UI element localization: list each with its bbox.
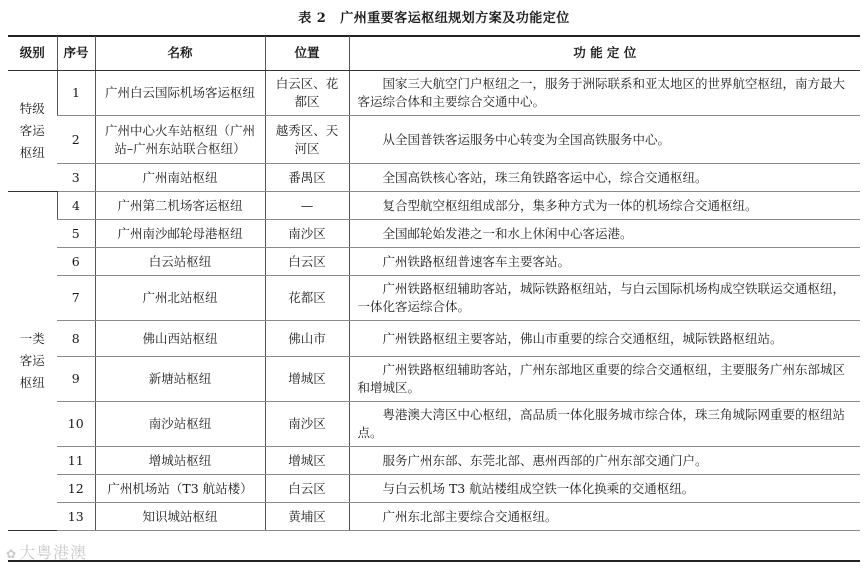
row-seq: 6 (57, 248, 95, 276)
row-seq: 8 (57, 321, 95, 357)
row-name: 佛山西站枢纽 (95, 321, 265, 357)
table-row (8, 276, 860, 321)
row-seq: 9 (57, 357, 95, 402)
watermark-text: 大粤港澳 (19, 543, 88, 562)
watermark-icon: ✿ (6, 547, 18, 561)
table-title: 广州重要客运枢纽规划方案及功能定位 (340, 11, 570, 26)
row-function: 广州铁路枢纽普速客车主要客站。 (349, 248, 860, 276)
row-function: 与白云机场 T3 航站楼组成空铁一体化换乘的交通枢纽。 (349, 475, 860, 503)
table-row (8, 402, 860, 447)
level-special: 特级客运枢纽 (8, 71, 57, 192)
row-location: 越秀区、天河区 (265, 116, 349, 164)
row-name: 增城站枢纽 (95, 447, 265, 475)
row-name: 广州南沙邮轮母港枢纽 (95, 220, 265, 248)
row-location: 佛山市 (265, 321, 349, 357)
row-seq: 2 (57, 116, 95, 164)
table-number: 表 2 (298, 11, 327, 26)
header-location: 位置 (265, 36, 349, 71)
header-name: 名称 (95, 36, 265, 71)
row-function: 广州东北部主要综合交通枢纽。 (349, 503, 860, 531)
row-location: 白云区、花都区 (265, 71, 349, 116)
hub-table (8, 36, 860, 531)
header-seq: 序号 (57, 36, 95, 71)
row-name: 广州南站枢纽 (95, 164, 265, 192)
table-bottom-rule (8, 560, 860, 562)
row-name: 广州机场站（T3 航站楼） (95, 475, 265, 503)
row-name: 广州第二机场客运枢纽 (95, 192, 265, 220)
row-location: 增城区 (265, 447, 349, 475)
row-seq: 10 (57, 402, 95, 447)
table-row (8, 248, 860, 276)
row-function: 全国邮轮始发港之一和水上休闲中心客运港。 (349, 220, 860, 248)
row-name: 新塘站枢纽 (95, 357, 265, 402)
row-name: 广州北站枢纽 (95, 276, 265, 321)
row-name: 知识城站枢纽 (95, 503, 265, 531)
row-seq: 13 (57, 503, 95, 531)
table-row (8, 164, 860, 192)
row-name: 白云站枢纽 (95, 248, 265, 276)
row-seq: 3 (57, 164, 95, 192)
row-name: 南沙站枢纽 (95, 402, 265, 447)
table-row (8, 116, 860, 164)
row-name: 广州中心火车站枢纽（广州站–广州东站联合枢纽） (95, 116, 265, 164)
row-location: — (265, 192, 349, 220)
row-location: 南沙区 (265, 402, 349, 447)
row-location: 白云区 (265, 475, 349, 503)
row-function: 复合型航空枢纽组成部分，集多种方式为一体的机场综合交通枢纽。 (349, 192, 860, 220)
row-seq: 5 (57, 220, 95, 248)
row-function: 国家三大航空门户枢纽之一，服务于洲际联系和亚太地区的世界航空枢纽，南方最大客运综合体和主要综合交通中心。 (349, 71, 860, 116)
row-location: 南沙区 (265, 220, 349, 248)
row-function: 从全国普铁客运服务中心转变为全国高铁服务中心。 (349, 116, 860, 164)
row-location: 白云区 (265, 248, 349, 276)
row-location: 番禺区 (265, 164, 349, 192)
level-class1: 一类客运枢纽 (8, 192, 57, 531)
table-row (8, 71, 860, 116)
row-function: 服务广州东部、东莞北部、惠州西部的广州东部交通门户。 (349, 447, 860, 475)
row-function: 广州铁路枢纽主要客站，佛山市重要的综合交通枢纽，城际铁路枢纽站。 (349, 321, 860, 357)
row-function: 粤港澳大湾区中心枢纽，高品质一体化服务城市综合体，珠三角城际网重要的枢纽站点。 (349, 402, 860, 447)
table-row (8, 321, 860, 357)
row-function: 广州铁路枢纽辅助客站，广州东部地区重要的综合交通枢纽，主要服务广州东部城区和增城区。 (349, 357, 860, 402)
table-header-row (8, 36, 860, 71)
row-seq: 1 (57, 71, 95, 116)
row-seq: 7 (57, 276, 95, 321)
row-seq: 4 (57, 192, 95, 220)
row-location: 增城区 (265, 357, 349, 402)
table-row (8, 503, 860, 531)
row-name: 广州白云国际机场客运枢纽 (95, 71, 265, 116)
header-function: 功 能 定 位 (349, 36, 860, 71)
row-location: 黄埔区 (265, 503, 349, 531)
watermark (6, 540, 87, 563)
table-row (8, 357, 860, 402)
row-seq: 12 (57, 475, 95, 503)
table-row (8, 192, 860, 220)
table-row (8, 447, 860, 475)
table-caption (0, 7, 868, 26)
row-function: 全国高铁核心客站，珠三角铁路客运中心，综合交通枢纽。 (349, 164, 860, 192)
row-location: 花都区 (265, 276, 349, 321)
table-row (8, 220, 860, 248)
table-row (8, 475, 860, 503)
row-function: 广州铁路枢纽辅助客站，城际铁路枢纽站，与白云国际机场构成空铁联运交通枢纽，一体化客运综合体。 (349, 276, 860, 321)
row-seq: 11 (57, 447, 95, 475)
header-level: 级别 (8, 36, 57, 71)
